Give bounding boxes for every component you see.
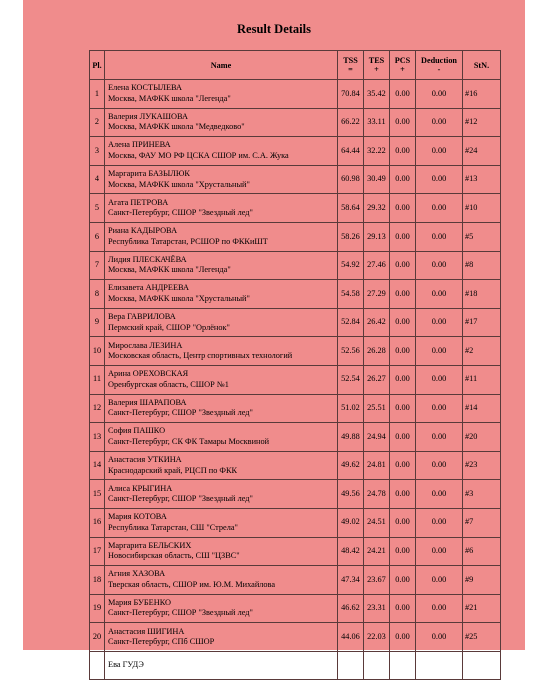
place-cell: 13 <box>90 423 105 452</box>
place-cell: 4 <box>90 165 105 194</box>
start-number-cell: #21 <box>463 594 501 623</box>
place-cell: 14 <box>90 451 105 480</box>
results-table <box>89 50 501 680</box>
name-cell <box>105 194 338 223</box>
table-row <box>90 308 501 337</box>
start-number-cell <box>463 651 501 680</box>
tes-cell: 27.29 <box>364 280 390 309</box>
skater-club: Санкт-Петербург, СШОР "Звездный лед" <box>108 208 253 218</box>
start-number-cell: #18 <box>463 280 501 309</box>
name-cell <box>105 165 338 194</box>
tss-cell: 54.58 <box>338 280 364 309</box>
place-cell <box>90 651 105 680</box>
table-row <box>90 594 501 623</box>
skater-club: Краснодарский край, РЦСП по ФКК <box>108 465 238 475</box>
tes-cell: 24.21 <box>364 537 390 566</box>
skater-club: Санкт-Петербург, СК ФК Тамары Москвиной <box>108 436 270 446</box>
start-number-cell: #24 <box>463 137 501 166</box>
skater-name: Мария КОТОВА <box>108 512 167 522</box>
tss-cell: 58.26 <box>338 222 364 251</box>
name-cell <box>105 566 338 595</box>
table-row <box>90 365 501 394</box>
name-cell <box>105 308 338 337</box>
tes-cell: 25.51 <box>364 394 390 423</box>
pcs-cell: 0.00 <box>390 423 416 452</box>
pcs-cell: 0.00 <box>390 537 416 566</box>
skater-name: Маргарита БАЗЫЛЮК <box>108 169 190 179</box>
skater-club: Санкт-Петербург, СПб СШОР <box>108 637 215 647</box>
tes-cell: 24.78 <box>364 480 390 509</box>
name-cell <box>105 337 338 366</box>
skater-club: Республика Татарстан, СШ "Стрела" <box>108 522 238 532</box>
name-cell <box>105 108 338 137</box>
tes-cell: 35.42 <box>364 80 390 109</box>
name-cell <box>105 451 338 480</box>
header-tes <box>364 51 390 80</box>
skater-club: Санкт-Петербург, СШОР "Звездный лед" <box>108 494 253 504</box>
table-row <box>90 280 501 309</box>
deduction-cell: 0.00 <box>416 337 463 366</box>
table-row <box>90 137 501 166</box>
place-cell: 12 <box>90 394 105 423</box>
tes-cell: 26.28 <box>364 337 390 366</box>
place-cell: 8 <box>90 280 105 309</box>
tss-cell: 49.56 <box>338 480 364 509</box>
pcs-cell: 0.00 <box>390 508 416 537</box>
header-tes-sign: + <box>374 65 379 74</box>
pcs-cell: 0.00 <box>390 108 416 137</box>
skater-name: Мирослава ЛЕЗИНА <box>108 340 183 350</box>
table-row <box>90 480 501 509</box>
pcs-cell <box>390 651 416 680</box>
pcs-cell: 0.00 <box>390 623 416 652</box>
tes-cell: 26.42 <box>364 308 390 337</box>
tss-cell: 44.06 <box>338 623 364 652</box>
tes-cell <box>364 651 390 680</box>
place-cell: 5 <box>90 194 105 223</box>
name-cell <box>105 423 338 452</box>
deduction-cell: 0.00 <box>416 537 463 566</box>
skater-club: Пермский край, СШОР "Орлёнок" <box>108 322 230 332</box>
deduction-cell: 0.00 <box>416 423 463 452</box>
place-cell: 2 <box>90 108 105 137</box>
deduction-cell: 0.00 <box>416 451 463 480</box>
skater-name: Ева ГУДЭ <box>108 660 144 670</box>
header-tes-label: TES <box>368 56 385 65</box>
skater-club: Новосибирская область, СШ "ЦЗВС" <box>108 551 240 561</box>
tes-cell: 24.51 <box>364 508 390 537</box>
deduction-cell: 0.00 <box>416 165 463 194</box>
skater-name: Анастасия ШИГИНА <box>108 626 185 636</box>
deduction-cell: 0.00 <box>416 280 463 309</box>
table-row <box>90 623 501 652</box>
name-cell <box>105 508 338 537</box>
tss-cell: 52.56 <box>338 337 364 366</box>
table-row <box>90 251 501 280</box>
place-cell: 15 <box>90 480 105 509</box>
name-cell <box>105 137 338 166</box>
name-cell <box>105 80 338 109</box>
results-body <box>90 80 501 680</box>
tss-cell: 49.02 <box>338 508 364 537</box>
deduction-cell: 0.00 <box>416 566 463 595</box>
start-number-cell: #8 <box>463 251 501 280</box>
deduction-cell: 0.00 <box>416 365 463 394</box>
skater-club: Тверская область, СШОР им. Ю.М. Михайлова <box>108 579 276 589</box>
tes-cell: 32.22 <box>364 137 390 166</box>
result-page <box>23 0 525 670</box>
start-number-cell: #13 <box>463 165 501 194</box>
place-cell: 17 <box>90 537 105 566</box>
place-cell: 9 <box>90 308 105 337</box>
start-number-cell: #17 <box>463 308 501 337</box>
tss-cell: 47.34 <box>338 566 364 595</box>
place-cell: 7 <box>90 251 105 280</box>
skater-name: Елена КОСТЫЛЕВА <box>108 83 183 93</box>
deduction-cell: 0.00 <box>416 222 463 251</box>
name-cell <box>105 394 338 423</box>
skater-club: Москва, ФАУ МО РФ ЦСКА СШОР им. С.А. Жука <box>108 150 289 160</box>
skater-name: Валерия ШАРАПОВА <box>108 397 187 407</box>
header-pcs-label: PCS <box>394 56 411 65</box>
skater-club: Москва, МАФКК школа "Хрустальный" <box>108 293 250 303</box>
header-tss-label: TSS <box>343 56 358 65</box>
start-number-cell: #3 <box>463 480 501 509</box>
deduction-cell: 0.00 <box>416 251 463 280</box>
deduction-cell: 0.00 <box>416 80 463 109</box>
start-number-cell: #5 <box>463 222 501 251</box>
place-cell: 11 <box>90 365 105 394</box>
start-number-cell: #7 <box>463 508 501 537</box>
pcs-cell: 0.00 <box>390 480 416 509</box>
header-name: Name <box>105 51 338 80</box>
name-cell <box>105 651 338 680</box>
start-number-cell: #23 <box>463 451 501 480</box>
start-number-cell: #12 <box>463 108 501 137</box>
deduction-cell <box>416 651 463 680</box>
place-cell: 16 <box>90 508 105 537</box>
header-deduction <box>416 51 463 80</box>
start-number-cell: #20 <box>463 423 501 452</box>
table-row <box>90 222 501 251</box>
header-stn: StN. <box>463 51 501 80</box>
tss-cell <box>338 651 364 680</box>
header-pcs-sign: + <box>400 65 405 74</box>
skater-name: Арина ОРЕХОВСКАЯ <box>108 369 189 379</box>
tes-cell: 27.46 <box>364 251 390 280</box>
tes-cell: 26.27 <box>364 365 390 394</box>
pcs-cell: 0.00 <box>390 137 416 166</box>
place-cell: 1 <box>90 80 105 109</box>
table-header-row <box>90 51 501 80</box>
skater-name: Лидия ПЛЕСКАЧЁВА <box>108 254 187 264</box>
deduction-cell: 0.00 <box>416 623 463 652</box>
skater-club: Санкт-Петербург, СШОР "Звездный лед" <box>108 608 253 618</box>
skater-name: Риана КАДЫРОВА <box>108 226 178 236</box>
place-cell: 20 <box>90 623 105 652</box>
name-cell <box>105 480 338 509</box>
name-cell <box>105 537 338 566</box>
start-number-cell: #11 <box>463 365 501 394</box>
tss-cell: 48.42 <box>338 537 364 566</box>
pcs-cell: 0.00 <box>390 194 416 223</box>
tes-cell: 29.32 <box>364 194 390 223</box>
start-number-cell: #6 <box>463 537 501 566</box>
tss-cell: 46.62 <box>338 594 364 623</box>
pcs-cell: 0.00 <box>390 566 416 595</box>
pcs-cell: 0.00 <box>390 280 416 309</box>
deduction-cell: 0.00 <box>416 137 463 166</box>
skater-name: Елизавета АНДРЕЕВА <box>108 283 190 293</box>
start-number-cell: #25 <box>463 623 501 652</box>
skater-name: Мария БУБЕНКО <box>108 597 172 607</box>
start-number-cell: #10 <box>463 194 501 223</box>
deduction-cell: 0.00 <box>416 108 463 137</box>
skater-club: Санкт-Петербург, СШОР "Звездный лед" <box>108 408 253 418</box>
tss-cell: 54.92 <box>338 251 364 280</box>
skater-club: Москва, МАФКК школа "Медведково" <box>108 122 245 132</box>
table-row <box>90 508 501 537</box>
place-cell: 3 <box>90 137 105 166</box>
pcs-cell: 0.00 <box>390 308 416 337</box>
tes-cell: 24.81 <box>364 451 390 480</box>
pcs-cell: 0.00 <box>390 451 416 480</box>
tss-cell: 58.64 <box>338 194 364 223</box>
tes-cell: 30.49 <box>364 165 390 194</box>
skater-name: Маргарита БЕЛЬСКИХ <box>108 540 192 550</box>
name-cell <box>105 623 338 652</box>
skater-club: Московская область, Центр спортивных технологий <box>108 351 293 361</box>
tes-cell: 24.94 <box>364 423 390 452</box>
start-number-cell: #14 <box>463 394 501 423</box>
pcs-cell: 0.00 <box>390 365 416 394</box>
tes-cell: 23.67 <box>364 566 390 595</box>
pcs-cell: 0.00 <box>390 337 416 366</box>
header-deduction-sign: - <box>437 65 441 74</box>
header-pl: Pl. <box>90 51 105 80</box>
pcs-cell: 0.00 <box>390 165 416 194</box>
table-row <box>90 651 501 680</box>
tss-cell: 52.54 <box>338 365 364 394</box>
tes-cell: 33.11 <box>364 108 390 137</box>
deduction-cell: 0.00 <box>416 594 463 623</box>
start-number-cell: #9 <box>463 566 501 595</box>
name-cell <box>105 594 338 623</box>
pcs-cell: 0.00 <box>390 80 416 109</box>
skater-club: Москва, МАФКК школа "Легенда" <box>108 93 231 103</box>
start-number-cell: #2 <box>463 337 501 366</box>
table-row <box>90 394 501 423</box>
start-number-cell: #16 <box>463 80 501 109</box>
tss-cell: 51.02 <box>338 394 364 423</box>
skater-name: София ПАШКО <box>108 426 166 436</box>
table-row <box>90 194 501 223</box>
deduction-cell: 0.00 <box>416 480 463 509</box>
name-cell <box>105 222 338 251</box>
header-tss-sign: = <box>348 65 353 74</box>
header-deduction-label: Deduction <box>421 56 457 65</box>
tss-cell: 60.98 <box>338 165 364 194</box>
page-title: Result Details <box>237 22 311 36</box>
place-cell: 6 <box>90 222 105 251</box>
deduction-cell: 0.00 <box>416 194 463 223</box>
tes-cell: 22.03 <box>364 623 390 652</box>
deduction-cell: 0.00 <box>416 308 463 337</box>
table-row <box>90 451 501 480</box>
skater-name: Валерия ЛУКАШОВА <box>108 111 188 121</box>
deduction-cell: 0.00 <box>416 508 463 537</box>
deduction-cell: 0.00 <box>416 394 463 423</box>
table-row <box>90 537 501 566</box>
table-row <box>90 423 501 452</box>
place-cell: 10 <box>90 337 105 366</box>
skater-club: Республика Татарстан, РСШОР по ФККиШТ <box>108 236 268 246</box>
tss-cell: 49.62 <box>338 451 364 480</box>
skater-club: Москва, МАФКК школа "Легенда" <box>108 265 231 275</box>
tss-cell: 49.88 <box>338 423 364 452</box>
table-row <box>90 566 501 595</box>
pcs-cell: 0.00 <box>390 222 416 251</box>
pcs-cell: 0.00 <box>390 394 416 423</box>
tss-cell: 64.44 <box>338 137 364 166</box>
skater-name: Агния ХАЗОВА <box>108 569 166 579</box>
tes-cell: 29.13 <box>364 222 390 251</box>
tss-cell: 70.84 <box>338 80 364 109</box>
name-cell <box>105 365 338 394</box>
tss-cell: 66.22 <box>338 108 364 137</box>
table-row <box>90 80 501 109</box>
header-pcs <box>390 51 416 80</box>
skater-club: Москва, МАФКК школа "Хрустальный" <box>108 179 250 189</box>
name-cell <box>105 251 338 280</box>
name-cell <box>105 280 338 309</box>
skater-club: Оренбургская область, СШОР №1 <box>108 379 229 389</box>
skater-name: Агата ПЕТРОВА <box>108 197 169 207</box>
tss-cell: 52.84 <box>338 308 364 337</box>
tes-cell: 23.31 <box>364 594 390 623</box>
skater-name: Алиса КРЫГИНА <box>108 483 173 493</box>
skater-name: Вера ГАВРИЛОВА <box>108 312 176 322</box>
place-cell: 19 <box>90 594 105 623</box>
skater-name: Алена ПРИНЕВА <box>108 140 171 150</box>
table-row <box>90 108 501 137</box>
header-tss <box>338 51 364 80</box>
table-row <box>90 337 501 366</box>
place-cell: 18 <box>90 566 105 595</box>
table-row <box>90 165 501 194</box>
pcs-cell: 0.00 <box>390 594 416 623</box>
pcs-cell: 0.00 <box>390 251 416 280</box>
skater-name: Анастасия УТКИНА <box>108 455 182 465</box>
